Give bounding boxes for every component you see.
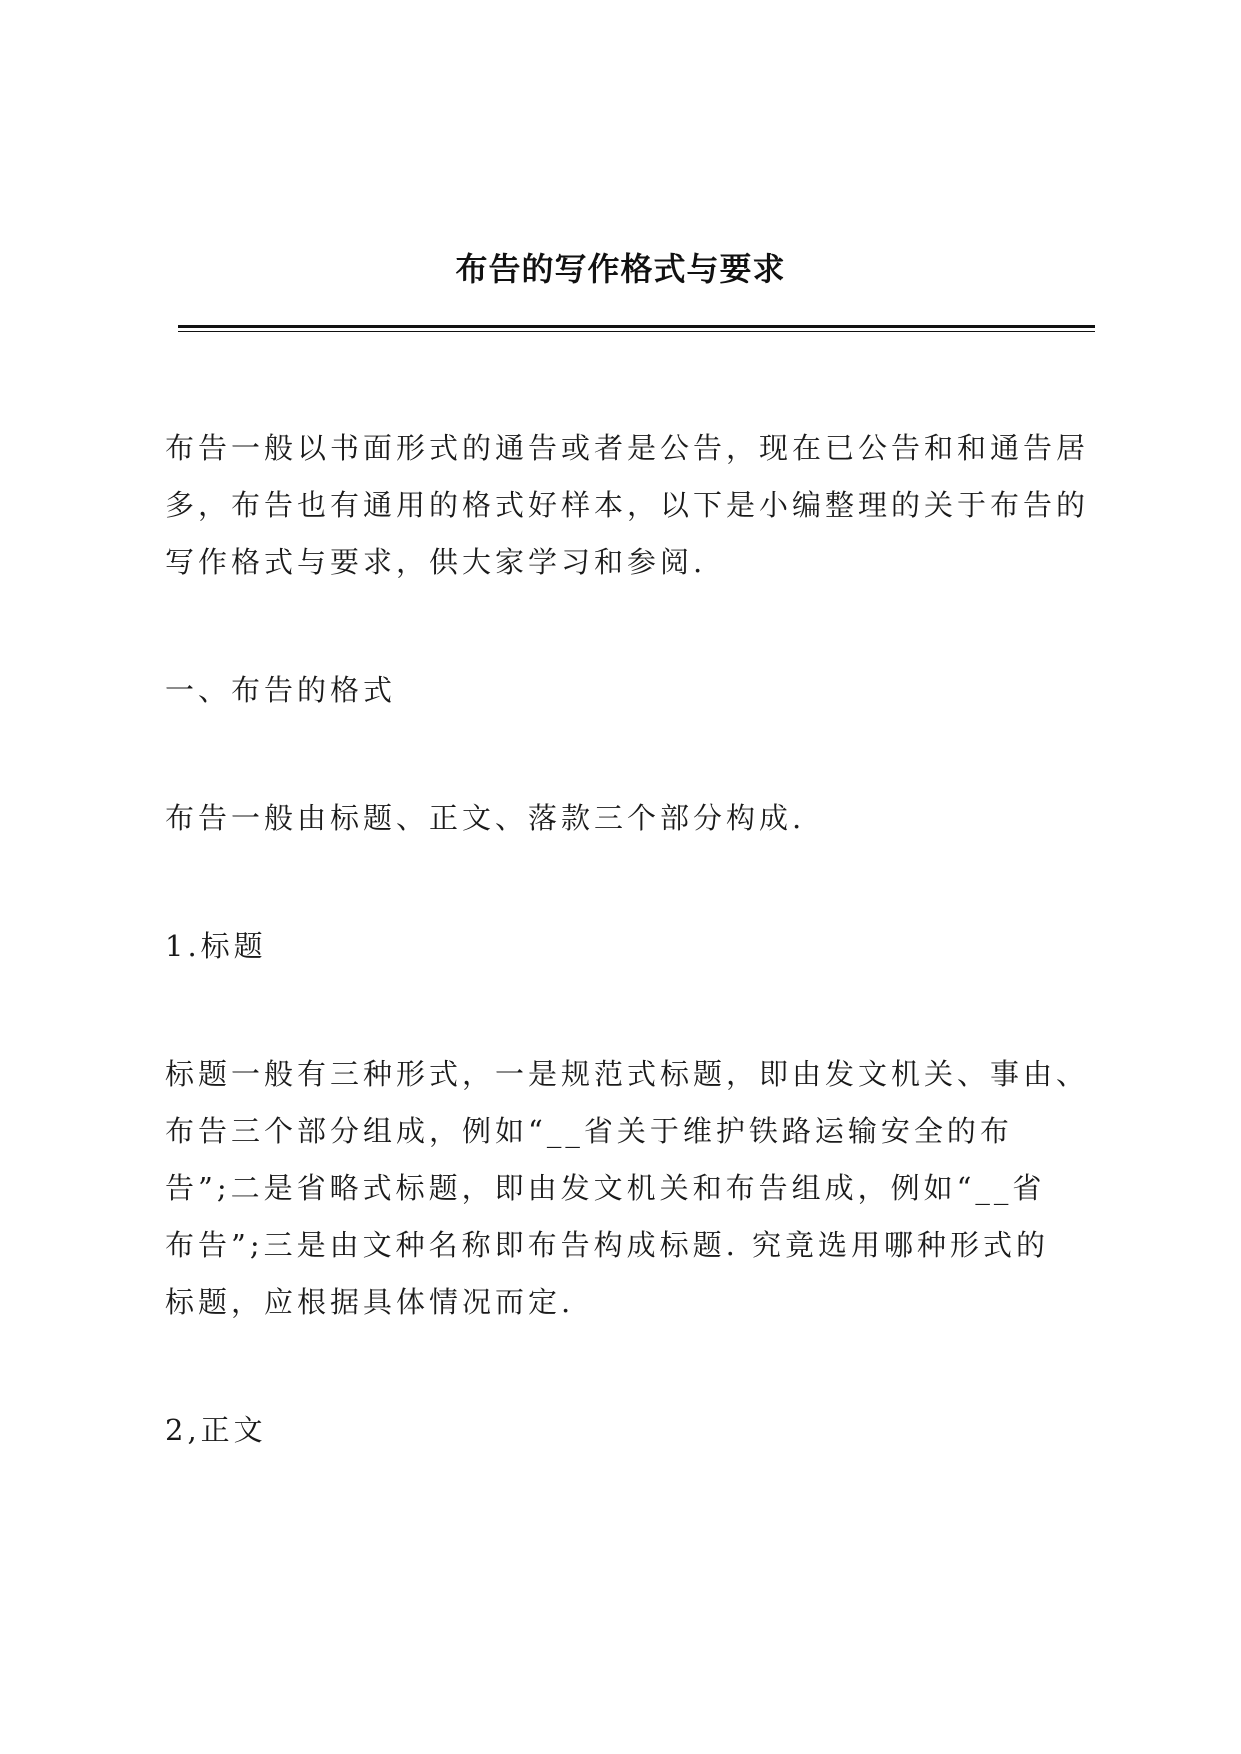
text-line: 布告一般由标题、正文、落款三个部分构成. — [165, 801, 806, 835]
section-heading: 一、布告的格式 — [165, 673, 397, 707]
section-paragraph — [165, 790, 1095, 847]
intro-paragraph — [165, 420, 1095, 591]
text-line: 写作格式与要求，供大家学习和参阅. — [165, 545, 707, 579]
text-line: 多，布告也有通用的格式好样本，以下是小编整理的关于布告的 — [165, 488, 1090, 522]
document-title: 布告的写作格式与要求 — [455, 250, 786, 288]
subsection-heading-title: 1.标题 — [165, 929, 267, 963]
document-body — [165, 420, 1095, 1530]
title-divider-thin — [178, 331, 1095, 332]
title-divider-thick — [178, 325, 1095, 328]
subsection-heading-body: 2,正文 — [165, 1413, 267, 1447]
text-line: 标题一般有三种形式，一是规范式标题，即由发文机关、事由、 — [165, 1057, 1090, 1091]
title-paragraph — [165, 1046, 1095, 1331]
text-line: 布告一般以书面形式的通告或者是公告，现在已公告和和通告居 — [165, 431, 1090, 465]
text-line: 告”;二是省略式标题，即由发文机关和布告组成，例如“__省 — [165, 1171, 1046, 1205]
text-line: 布告三个部分组成，例如“__省关于维护铁路运输安全的布 — [165, 1114, 1013, 1148]
text-line: 标题，应根据具体情况而定. — [165, 1285, 575, 1319]
text-line: 布告”;三是由文种名称即布告构成标题. 究竟选用哪种形式的 — [165, 1228, 1050, 1262]
